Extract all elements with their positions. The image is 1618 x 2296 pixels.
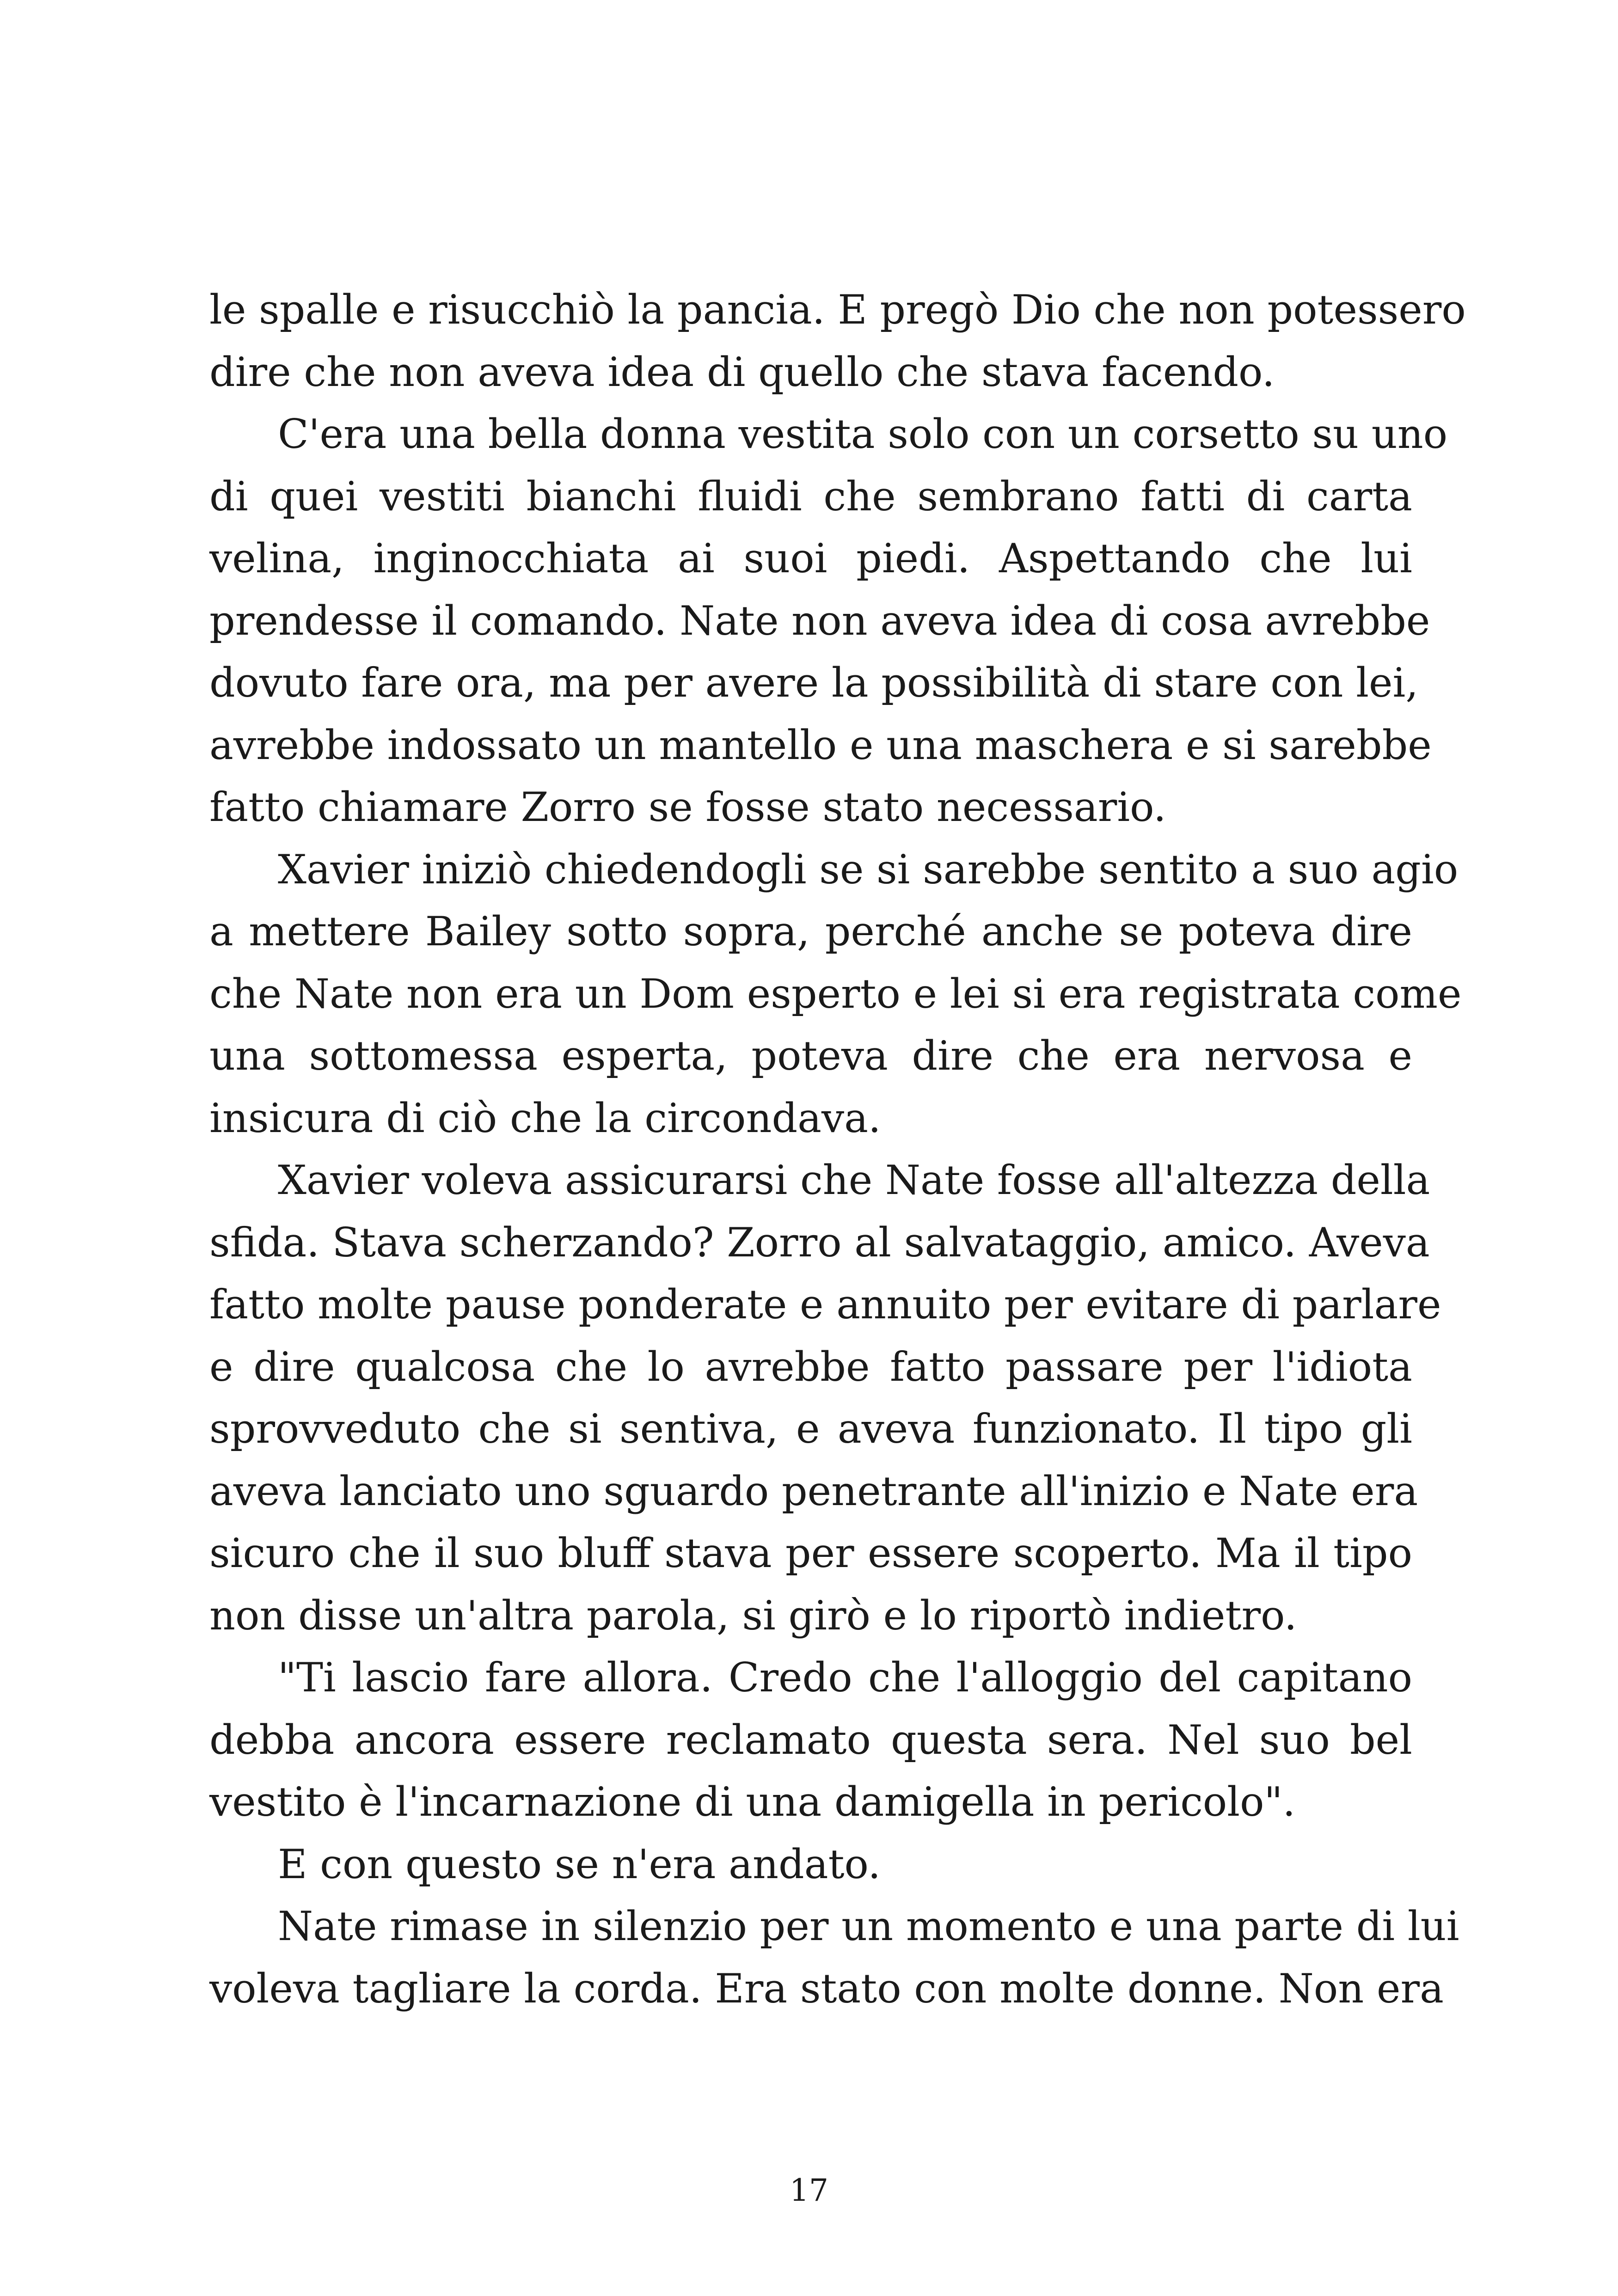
text-line: E con questo se n'era andato. — [278, 1840, 881, 1888]
paragraph — [209, 1833, 1412, 1896]
paragraph — [209, 279, 1466, 403]
text-line: a mettere Bailey sotto sopra, perché anche se poteva dire — [209, 908, 1412, 955]
text-line: Xavier iniziò chiedendogli se si sarebbe sentito a suo agio — [278, 845, 1459, 893]
paragraph — [209, 1895, 1459, 2020]
body-text — [209, 279, 1466, 2020]
text-line: sprovveduto che si sentiva, e aveva funzionato. Il tipo gli — [209, 1405, 1412, 1452]
text-line: dovuto fare ora, ma per avere la possibilità di stare con lei, — [209, 659, 1419, 706]
text-line: debba ancora essere reclamato questa sera. Nel suo bel — [209, 1716, 1412, 1763]
text-line: e dire qualcosa che lo avrebbe fatto passare per l'idiota — [209, 1343, 1412, 1390]
text-line: che Nate non era un Dom esperto e lei si era registrata come — [209, 970, 1462, 1017]
text-line: sfida. Stava scherzando? Zorro al salvataggio, amico. Aveva — [209, 1218, 1430, 1266]
text-line: velina, inginocchiata ai suoi piedi. Aspettando che lui — [209, 535, 1412, 582]
text-line: C'era una bella donna vestita solo con un corsetto su uno — [278, 410, 1448, 458]
text-line: fatto molte pause ponderate e annuito per evitare di parlare — [209, 1281, 1441, 1328]
text-line: insicura di ciò che la circondava. — [209, 1094, 881, 1142]
text-line: prendesse il comando. Nate non aveva idea di cosa avrebbe — [209, 597, 1430, 644]
text-line: le spalle e risucchiò la pancia. E pregò Dio che non potessero — [209, 286, 1466, 333]
text-line: avrebbe indossato un mantello e una maschera e si sarebbe — [209, 721, 1432, 769]
text-line: vestito è l'incarnazione di una damigella in pericolo". — [209, 1778, 1296, 1825]
text-line: di quei vestiti bianchi fluidi che sembrano fatti di carta — [209, 472, 1412, 520]
text-line: dire che non aveva idea di quello che stava facendo. — [209, 348, 1275, 396]
paragraph — [209, 1647, 1412, 1833]
paragraph — [209, 839, 1462, 1150]
text-line: aveva lanciato uno sguardo penetrante all'inizio e Nate era — [209, 1467, 1418, 1515]
text-line: una sottomessa esperta, poteva dire che era nervosa e — [209, 1032, 1412, 1079]
text-line: Nate rimase in silenzio per un momento e una parte di lui — [278, 1903, 1459, 1950]
page-number: 17 — [790, 2173, 828, 2208]
text-line: sicuro che il suo bluff stava per essere scoperto. Ma il tipo — [209, 1530, 1412, 1577]
text-line: Xavier voleva assicurarsi che Nate fosse all'altezza della — [278, 1157, 1430, 1204]
text-line: fatto chiamare Zorro se fosse stato necessario. — [209, 784, 1166, 831]
text-line: non disse un'altra parola, si girò e lo riportò indietro. — [209, 1592, 1297, 1639]
paragraph — [209, 403, 1448, 839]
paragraph — [209, 1149, 1441, 1647]
text-line: voleva tagliare la corda. Era stato con molte donne. Non era — [209, 1965, 1444, 2012]
text-line: "Ti lascio fare allora. Credo che l'alloggio del capitano — [278, 1654, 1412, 1701]
